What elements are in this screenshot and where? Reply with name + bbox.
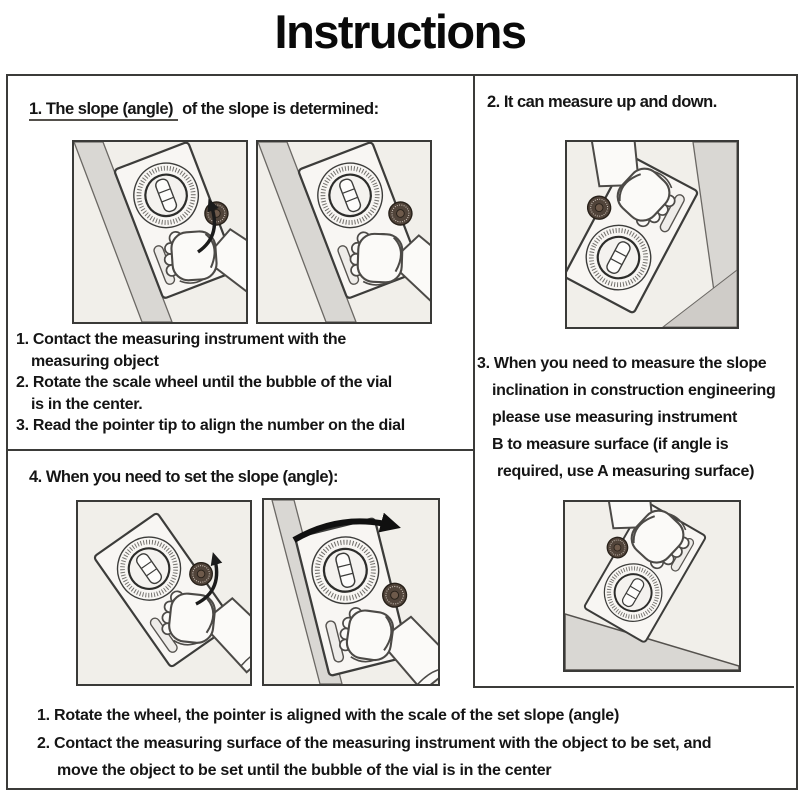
section4-steps [37,702,711,785]
left-section-divider [6,449,473,451]
step-line: 1. Contact the measuring instrument with the [16,331,346,348]
result-step: move the object to be set until the bubble of the vial is in the center [57,762,552,779]
illustration-measure-up-and-down [565,140,739,329]
illustration-rotate-wheel-to-set-angle [76,500,252,686]
illustration-measure-construction-surface [563,500,741,672]
section3-line: B to measure surface (if angle is [492,436,729,453]
result-step: 1. Rotate the wheel, the pointer is aligned with the scale of the set slope (angle) [37,707,620,724]
hold-level-on-slope-drawing [258,142,430,322]
section3-line: please use measuring instrument [492,409,738,426]
result-step: 2. Contact the measuring surface of the measuring instrument with the object to be set, and [37,734,712,752]
section3-line: inclination in construction engineering [492,382,776,399]
step-line: measuring object [31,352,159,370]
step-line: 3. Read the pointer tip to align the number on the dial [16,417,405,434]
column-divider [473,74,475,686]
section1-heading-rest: of the slope is determined: [178,100,379,118]
measure-up-and-down-drawing [567,142,737,327]
section3-line: required, use A measuring surface) [497,463,755,480]
move-object-until-level-drawing [264,500,438,684]
section3-line: 3. When you need to measure the slope [477,355,767,372]
measure-construction-surface-drawing [565,502,739,670]
rotate-wheel-on-slope-drawing [74,142,246,322]
step-line: is in the center. [31,395,143,413]
illustration-move-object-until-level [262,498,440,686]
section3-text [477,350,775,485]
section1-heading [29,100,379,121]
step-line: 2. Rotate the scale wheel until the bubble of the vial [16,374,392,391]
section1-heading-underlined: 1. The slope (angle) [29,100,178,121]
section1-steps [16,329,405,437]
rotate-wheel-to-set-angle-drawing [78,502,250,684]
section4-heading: 4. When you need to set the slope (angle): [29,468,339,486]
page-title: Instructions [274,5,526,58]
illustration-hold-level-on-slope [256,140,432,324]
illustration-rotate-wheel-on-slope [72,140,248,324]
section2-heading: 2. It can measure up and down. [487,93,717,111]
right-section-divider [473,686,794,688]
